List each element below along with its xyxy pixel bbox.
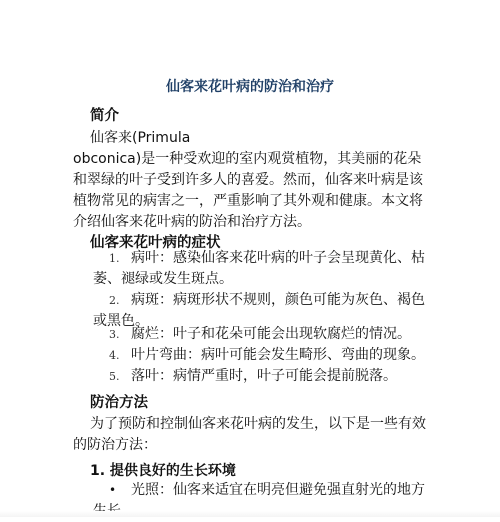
intro-line1: 仙客来(Primula [90,130,191,146]
list-number: 5. [109,370,120,383]
symptom-item-5 [93,366,437,387]
intro-body: obconica)是一种受欢迎的室内观赏植物，其美丽的花朵和翠绿的叶子受到许多人的喜爱。然而，仙客来叶病是该植物常见的病害之一，严重影响了其外观和健康。本文将介绍仙客来花叶病的防治和治疗方法。 [73,151,423,230]
page-bottom-fade [0,511,500,517]
list-number: 4. [109,349,120,362]
prevention-intro: 为了预防和控制仙客来花叶病的发生，以下是一些有效的防治方法： [73,416,426,453]
list-number: 3. [109,328,120,341]
symptoms-heading: 仙客来花叶病的症状 [90,235,221,251]
list-number: 2. [109,294,120,307]
list-number: 1. [109,252,120,265]
bullet-icon: • [109,483,117,497]
list-item-text: 病斑：病斑形状不规则，颜色可能为灰色、褐色或黑色。 [93,292,425,329]
symptom-item-3 [93,324,437,345]
symptom-item-1 [93,248,437,290]
list-item-text: 腐烂：叶子和花朵可能会出现软腐烂的情况。 [131,326,411,342]
list-item-text: 病叶：感染仙客来花叶病的叶子会呈现黄化、枯萎、褪绿或发生斑点。 [93,250,425,287]
symptom-item-4 [93,345,437,366]
prevention-heading: 防治方法 [90,395,148,411]
intro-heading: 简介 [90,108,119,124]
list-item-text: 叶片弯曲：病叶可能会发生畸形、弯曲的现象。 [131,347,425,363]
page-title: 仙客来花叶病的防治和治疗 [166,79,334,95]
list-item-text: 光照：仙客来适宜在明亮但避免强直射光的地方 [131,482,425,498]
list-item-text: 落叶：病情严重时，叶子可能会提前脱落。 [131,368,397,384]
subsection-heading: 1. 提供良好的生长环境 [90,463,236,479]
